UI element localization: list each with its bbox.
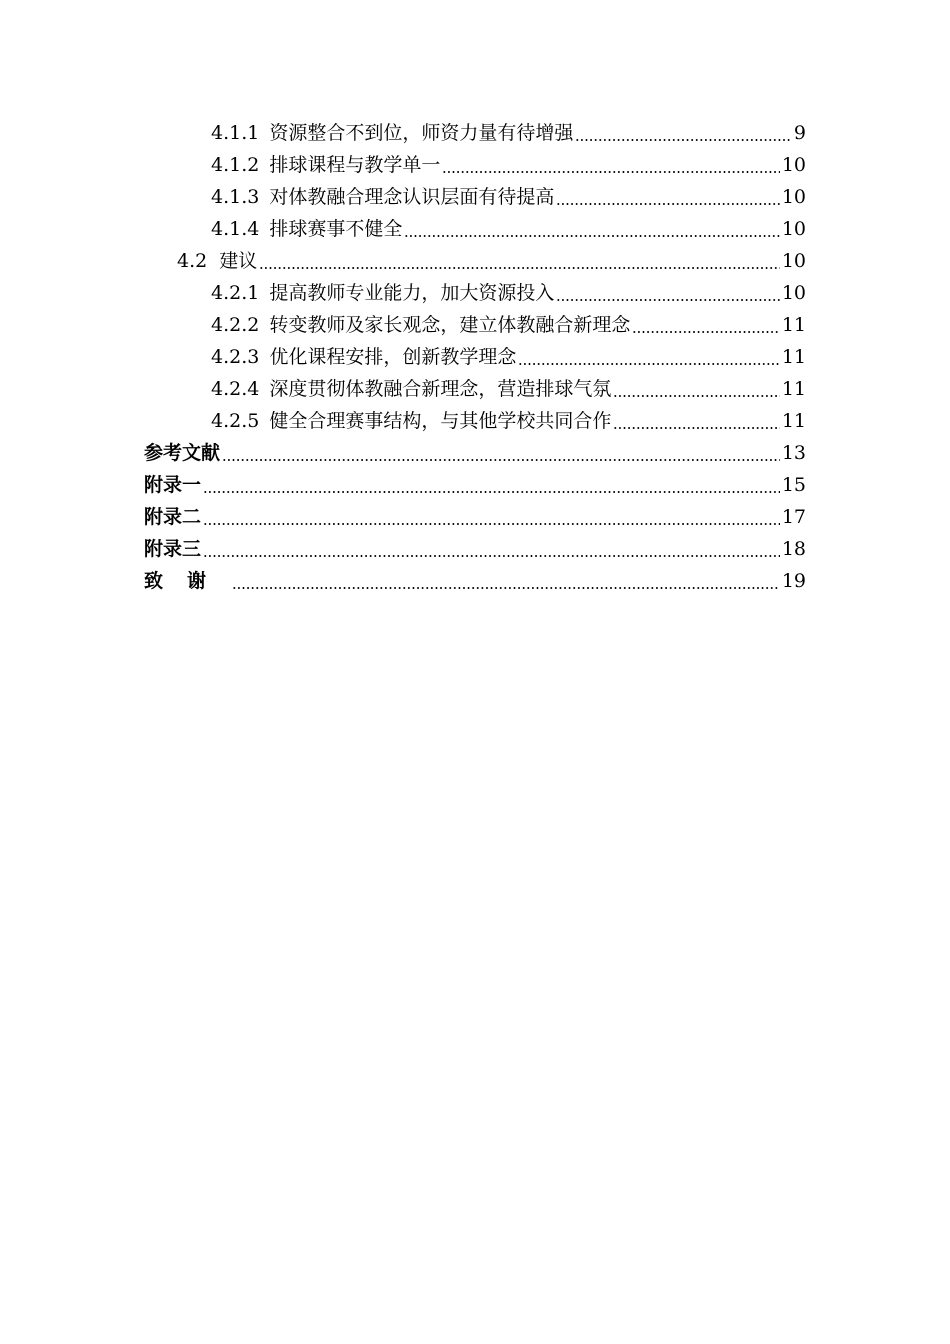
toc-entry-4-1-2[interactable] [0, 149, 950, 181]
toc-entry-number: 4.2.3 [211, 346, 260, 368]
toc-entry-number: 4.1.2 [211, 154, 260, 176]
toc-entry-title: 资源整合不到位，师资力量有待增强 [269, 122, 574, 144]
toc-entry-4-2-2[interactable] [0, 309, 950, 341]
toc-dot-leader [203, 555, 780, 557]
toc-entry-page: 19 [781, 570, 806, 592]
toc-entry-title: 附录二 [144, 506, 202, 528]
toc-entry-page: 10 [781, 282, 806, 304]
toc-entry-page: 17 [781, 506, 806, 528]
toc-dot-leader [232, 587, 780, 589]
toc-entry-page: 11 [781, 346, 806, 368]
toc-entry-number: 4.1.4 [211, 218, 260, 240]
toc-entry-title: 排球赛事不健全 [269, 218, 403, 240]
toc-entry-title: 致谢 [144, 570, 231, 592]
toc-entry-acknowledgements[interactable] [0, 565, 950, 597]
toc-dot-leader [632, 331, 779, 333]
toc-dot-leader [518, 363, 779, 365]
toc-dot-leader [203, 491, 780, 493]
toc-entry-number: 4.2.5 [211, 410, 260, 432]
toc-entry-title: 附录三 [144, 538, 202, 560]
toc-entry-title: 健全合理赛事结构，与其他学校共同合作 [269, 410, 612, 432]
toc-entry-4-2-1[interactable] [0, 277, 950, 309]
toc-entry-appendix-3[interactable] [0, 533, 950, 565]
toc-dot-leader [259, 267, 780, 269]
toc-entry-title: 对体教融合理念认识层面有待提高 [269, 186, 555, 208]
toc-entry-title: 转变教师及家长观念，建立体教融合新理念 [269, 314, 631, 336]
toc-entry-4-2-4[interactable] [0, 373, 950, 405]
toc-entry-4-1-1[interactable] [0, 117, 950, 149]
toc-entry-page: 10 [781, 218, 806, 240]
toc-entry-number: 4.2.4 [211, 378, 260, 400]
toc-entry-page: 11 [781, 410, 806, 432]
toc-dot-leader [442, 171, 779, 173]
toc-entry-4-1-4[interactable] [0, 213, 950, 245]
toc-dot-leader [613, 395, 779, 397]
toc-entry-title: 附录一 [144, 474, 202, 496]
toc-entry-4-2-3[interactable] [0, 341, 950, 373]
toc-entry-references[interactable] [0, 437, 950, 469]
toc-entry-title: 深度贯彻体教融合新理念，营造排球气氛 [269, 378, 612, 400]
toc-entry-number: 4.1.1 [211, 122, 260, 144]
toc-entry-number: 4.2.2 [211, 314, 260, 336]
toc-entry-appendix-2[interactable] [0, 501, 950, 533]
toc-entry-4-2-5[interactable] [0, 405, 950, 437]
toc-entry-4-2[interactable] [0, 245, 950, 277]
toc-entry-number: 4.2.1 [211, 282, 260, 304]
toc-entry-page: 9 [793, 122, 806, 144]
toc-entry-title: 提高教师专业能力，加大资源投入 [269, 282, 555, 304]
toc-entry-number: 4.2 [177, 250, 208, 272]
toc-entry-title: 优化课程安排，创新教学理念 [269, 346, 517, 368]
toc-entry-page: 11 [781, 378, 806, 400]
toc-dot-leader [556, 299, 779, 301]
toc-entry-page: 10 [781, 250, 806, 272]
toc-entry-page: 15 [781, 474, 806, 496]
table-of-contents [0, 117, 950, 597]
toc-entry-page: 11 [781, 314, 806, 336]
toc-dot-leader [613, 427, 779, 429]
toc-entry-page: 13 [781, 442, 806, 464]
toc-entry-title: 建议 [219, 250, 258, 272]
toc-entry-page: 10 [781, 154, 806, 176]
toc-entry-page: 10 [781, 186, 806, 208]
toc-entry-4-1-3[interactable] [0, 181, 950, 213]
toc-entry-appendix-1[interactable] [0, 469, 950, 501]
toc-dot-leader [404, 235, 779, 237]
toc-dot-leader [556, 203, 779, 205]
toc-entry-number: 4.1.3 [211, 186, 260, 208]
toc-dot-leader [222, 459, 780, 461]
toc-entry-page: 18 [781, 538, 806, 560]
toc-entry-title: 参考文献 [144, 442, 221, 464]
toc-entry-title: 排球课程与教学单一 [269, 154, 441, 176]
toc-dot-leader [575, 139, 792, 141]
toc-dot-leader [203, 523, 780, 525]
